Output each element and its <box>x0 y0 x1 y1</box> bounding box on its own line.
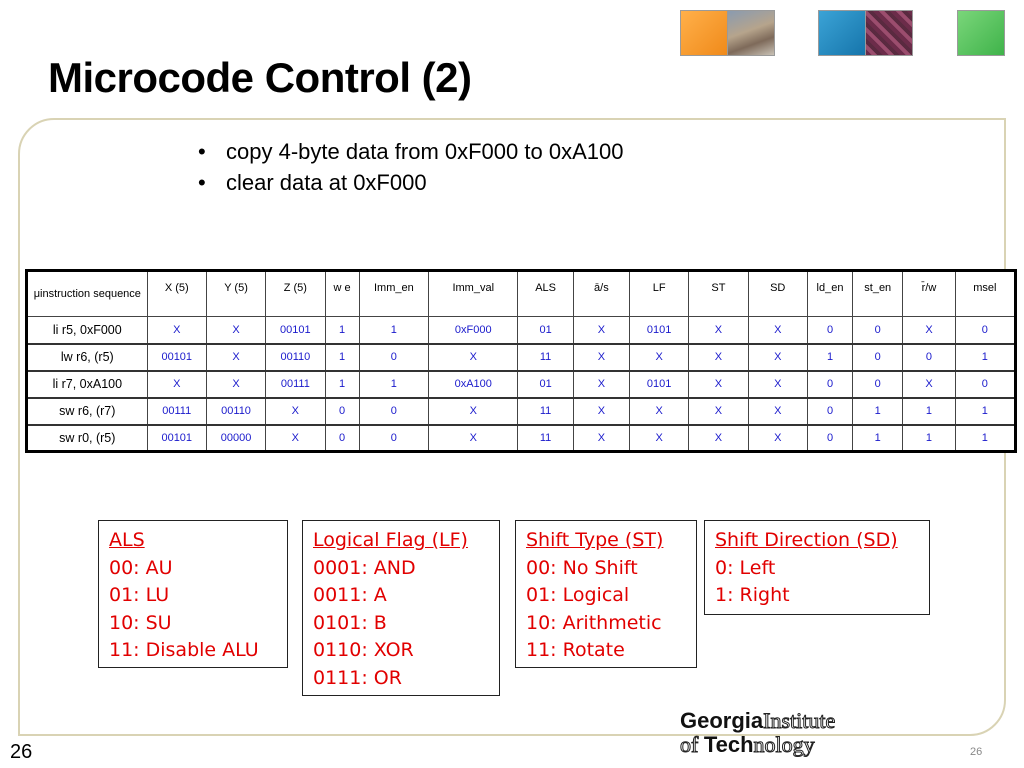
table-cell: 00101 <box>266 317 325 344</box>
table-cell: X <box>429 425 518 452</box>
instruction-cell: lw r6, (r5) <box>27 344 148 371</box>
table-cell: 0 <box>853 371 903 398</box>
georgia-tech-logo <box>666 700 870 760</box>
table-cell: X <box>689 344 748 371</box>
table-cell: 0 <box>807 425 852 452</box>
table-cell: 1 <box>325 371 359 398</box>
table-cell: X <box>748 344 807 371</box>
table-cell: 0 <box>955 317 1015 344</box>
table-cell: 0 <box>359 425 428 452</box>
sd-legend-title: Shift Direction (SD) <box>715 529 898 551</box>
table-cell: 11 <box>518 344 573 371</box>
microinstruction-table <box>25 269 1017 453</box>
table-cell: 1 <box>903 425 955 452</box>
table-cell: 00101 <box>147 425 206 452</box>
st-legend-item: 10: Arithmetic <box>526 611 662 634</box>
column-header: SD <box>748 271 807 317</box>
table-cell: 11 <box>518 425 573 452</box>
table-cell: 1 <box>853 425 903 452</box>
st-legend-item: 01: Logical <box>526 584 630 606</box>
bullet-item: • clear data at 0xF000 <box>198 167 623 198</box>
lf-legend-item: 0011: A <box>313 584 387 606</box>
instruction-cell: sw r6, (r7) <box>27 398 148 425</box>
table-cell: 1 <box>955 425 1015 452</box>
table-cell: 0101 <box>630 371 689 398</box>
table-cell: 00110 <box>266 344 325 371</box>
table-cell: X <box>748 398 807 425</box>
lf-legend-title: Logical Flag (LF) <box>313 529 468 551</box>
table-cell: 0 <box>359 398 428 425</box>
table-cell: 00111 <box>266 371 325 398</box>
table-cell: X <box>266 425 325 452</box>
table-cell: X <box>206 344 265 371</box>
table-cell: 0101 <box>630 317 689 344</box>
table-cell: 00110 <box>206 398 265 425</box>
table-cell: X <box>748 425 807 452</box>
sd-legend-item: 0: Left <box>715 556 776 579</box>
column-header: w e <box>325 271 359 317</box>
table-cell: 1 <box>853 398 903 425</box>
table-cell: 0 <box>807 398 852 425</box>
column-header: Z (5) <box>266 271 325 317</box>
table-cell: X <box>573 317 629 344</box>
column-header: st_en <box>853 271 903 317</box>
lf-legend-item: 0001: AND <box>313 556 416 579</box>
st-legend-item: 11: Rotate <box>526 639 625 661</box>
table-cell: 1 <box>359 317 428 344</box>
table-cell: 1 <box>955 344 1015 371</box>
instruction-cell: li r7, 0xA100 <box>27 371 148 398</box>
table-cell: X <box>573 344 629 371</box>
table-cell: X <box>748 317 807 344</box>
logo-line-2: of Technology <box>680 732 815 757</box>
st-legend-title: Shift Type (ST) <box>526 529 664 551</box>
table-cell: 0 <box>325 398 359 425</box>
column-header: LF <box>630 271 689 317</box>
table-cell: X <box>573 398 629 425</box>
lf-legend-item: 0111: OR <box>313 666 402 689</box>
table-cell: 01 <box>518 371 573 398</box>
table-row <box>27 425 1016 452</box>
table-cell: 0 <box>853 317 903 344</box>
als-legend-item: 10: SU <box>109 611 172 634</box>
shift-type-legend-box <box>515 520 697 668</box>
lf-legend-item: 0110: XOR <box>313 639 414 661</box>
table-cell: 0 <box>807 371 852 398</box>
table-cell: X <box>266 398 325 425</box>
table-cell: X <box>630 425 689 452</box>
table-cell: 0 <box>359 344 428 371</box>
instruction-cell: sw r0, (r5) <box>27 425 148 452</box>
shift-direction-legend-box <box>704 520 930 615</box>
table-cell: X <box>573 425 629 452</box>
table-cell: 00101 <box>147 344 206 371</box>
table-cell: X <box>573 371 629 398</box>
als-legend-item: 11: Disable ALU <box>109 639 259 661</box>
table-cell: 1 <box>903 398 955 425</box>
table-cell: 0 <box>955 371 1015 398</box>
als-legend-item: 01: LU <box>109 584 170 606</box>
table-cell: X <box>689 371 748 398</box>
campus-photo-thumbnail <box>727 10 775 56</box>
table-cell: X <box>903 317 955 344</box>
table-cell: 0 <box>325 425 359 452</box>
table-cell: X <box>689 425 748 452</box>
table-cell: X <box>748 371 807 398</box>
table-cell: X <box>689 398 748 425</box>
table-cell: 01 <box>518 317 573 344</box>
table-header-row <box>27 271 1016 317</box>
table-cell: 0xF000 <box>429 317 518 344</box>
table-cell: X <box>903 371 955 398</box>
table-row <box>27 344 1016 371</box>
table-cell: 11 <box>518 398 573 425</box>
blue-square-decoration <box>818 10 866 56</box>
logo-line-1: GeorgiaInstitute <box>680 708 836 733</box>
table-cell: X <box>429 344 518 371</box>
als-legend-title: ALS <box>109 529 145 551</box>
table-cell: 1 <box>325 344 359 371</box>
column-header: ST <box>689 271 748 317</box>
sequence-column-header: μinstruction sequence <box>27 271 148 317</box>
column-header: X (5) <box>147 271 206 317</box>
table-cell: X <box>206 371 265 398</box>
table-cell: X <box>147 317 206 344</box>
table-cell: 0 <box>903 344 955 371</box>
lf-legend-item: 0101: B <box>313 611 387 634</box>
circuit-photo-thumbnail <box>865 10 913 56</box>
als-legend-box <box>98 520 288 668</box>
table-cell: X <box>689 317 748 344</box>
table-cell: 00000 <box>206 425 265 452</box>
column-header: Y (5) <box>206 271 265 317</box>
bullet-item: • copy 4-byte data from 0xF000 to 0xA100 <box>198 136 623 167</box>
als-legend-item: 00: AU <box>109 556 173 579</box>
table-cell: 0xA100 <box>429 371 518 398</box>
table-cell: X <box>630 398 689 425</box>
table-cell: 0 <box>853 344 903 371</box>
table-cell: 0 <box>807 317 852 344</box>
table-cell: X <box>147 371 206 398</box>
green-square-decoration <box>957 10 1005 56</box>
slide-title: Microcode Control (2) <box>48 54 472 101</box>
column-header: ALS <box>518 271 573 317</box>
column-header: ld_en <box>807 271 852 317</box>
slide-number-small: 26 <box>970 746 983 758</box>
column-header: Imm_en <box>359 271 428 317</box>
column-header: r̄/w <box>903 271 955 317</box>
column-header: Imm_val <box>429 271 518 317</box>
table-cell: 1 <box>359 371 428 398</box>
column-header: msel <box>955 271 1015 317</box>
bullet-list <box>198 136 623 198</box>
logical-flag-legend-box <box>302 520 500 696</box>
table-row <box>27 398 1016 425</box>
sd-legend-item: 1: Right <box>715 584 790 606</box>
table-cell: 1 <box>325 317 359 344</box>
table-cell: X <box>429 398 518 425</box>
instruction-cell: li r5, 0xF000 <box>27 317 148 344</box>
table-cell: X <box>206 317 265 344</box>
table-cell: X <box>630 344 689 371</box>
st-legend-item: 00: No Shift <box>526 556 638 579</box>
column-header: ā/s <box>573 271 629 317</box>
table-cell: 1 <box>807 344 852 371</box>
table-cell: 1 <box>955 398 1015 425</box>
table-cell: 00111 <box>147 398 206 425</box>
slide-number: 26 <box>10 741 33 763</box>
orange-square-decoration <box>680 10 728 56</box>
table-row <box>27 371 1016 398</box>
table-row <box>27 317 1016 344</box>
